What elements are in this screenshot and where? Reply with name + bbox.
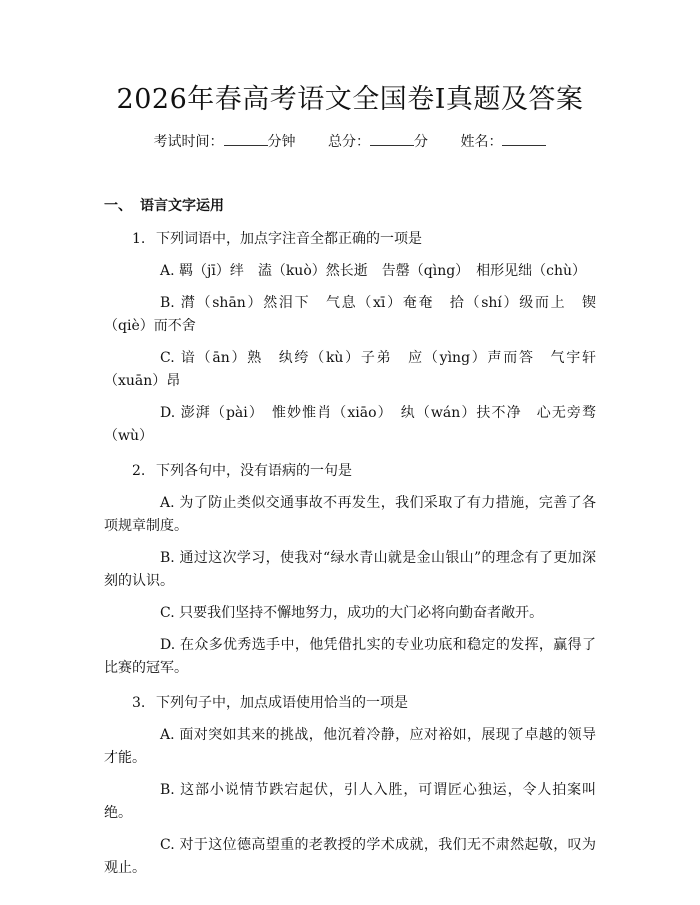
option-d: D. 澎湃（pài） 惟妙惟肖（xiāo） 纨（wán）扶不净 心无旁骛（wù）: [104, 405, 596, 444]
question-text: 下列句子中，加点成语使用恰当的一项是: [156, 695, 408, 711]
question-stem: [104, 228, 596, 251]
student-name: [460, 134, 546, 150]
option-a: A. 为了防止类似交通事故不再发生，我们采取了有力措施，完善了各项规章制度。: [104, 495, 596, 534]
total-score-label: 总分：: [328, 134, 370, 150]
option-d: D. 在众多优秀选手中，他凭借扎实的专业功底和稳定的发挥，赢得了比赛的冠军。: [104, 637, 596, 676]
question-number: 2.: [132, 463, 146, 479]
option-a: A. 羁（jī）绊 溘（kuò）然长逝 告罄（qìng） 相形见绌（chù）: [160, 263, 587, 279]
exam-time: [154, 134, 300, 150]
option-c: C. 对于这位德高望重的老教授的学术成就，我们无不肃然起敬，叹为观止。: [104, 837, 596, 876]
option-b: B. 潸（shān）然泪下 气息（xī）奄奄 拾（shí）级而上 锲（qiè）而不舍: [104, 295, 596, 334]
option-c: C. 谙（ān）熟 纨绔（kù）子弟 应（yìng）声而答 气宇轩（xuān）昂: [104, 350, 596, 389]
exam-meta: [104, 132, 596, 152]
question-stem: [104, 460, 596, 483]
total-score-unit: 分: [414, 134, 428, 150]
section-heading: [104, 196, 596, 216]
question-number: 1.: [132, 231, 146, 247]
question-stem: [104, 692, 596, 715]
section-number: 一、: [104, 198, 132, 214]
exam-time-unit: 分钟: [267, 134, 296, 150]
exam-time-blank: [224, 132, 268, 146]
question-2: [104, 460, 596, 680]
student-name-blank: [502, 132, 546, 146]
question-3: [104, 692, 596, 880]
total-score: [328, 134, 432, 150]
question-1: [104, 228, 596, 448]
total-score-blank: [370, 132, 414, 146]
option-a: A. 面对突如其来的挑战，他沉着冷静，应对裕如，展现了卓越的领导才能。: [104, 727, 596, 766]
option-c: C. 只要我们坚持不懈地努力，成功的大门必将向勤奋者敞开。: [160, 605, 544, 621]
option-b: B. 这部小说情节跌宕起伏，引人入胜，可谓匠心独运，令人拍案叫绝。: [104, 782, 596, 821]
student-name-label: 姓名：: [460, 134, 503, 150]
question-text: 下列词语中，加点字注音全都正确的一项是: [156, 231, 422, 247]
option-b: B. 通过这次学习，使我对“绿水青山就是金山银山”的理念有了更加深刻的认识。: [104, 550, 596, 589]
question-number: 3.: [132, 695, 146, 711]
exam-time-label: 考试时间：: [153, 134, 224, 150]
question-text: 下列各句中，没有语病的一句是: [156, 463, 352, 479]
page-title: 2026年春高考语文全国卷I真题及答案: [116, 84, 584, 115]
section-title: 语言文字运用: [140, 198, 224, 214]
